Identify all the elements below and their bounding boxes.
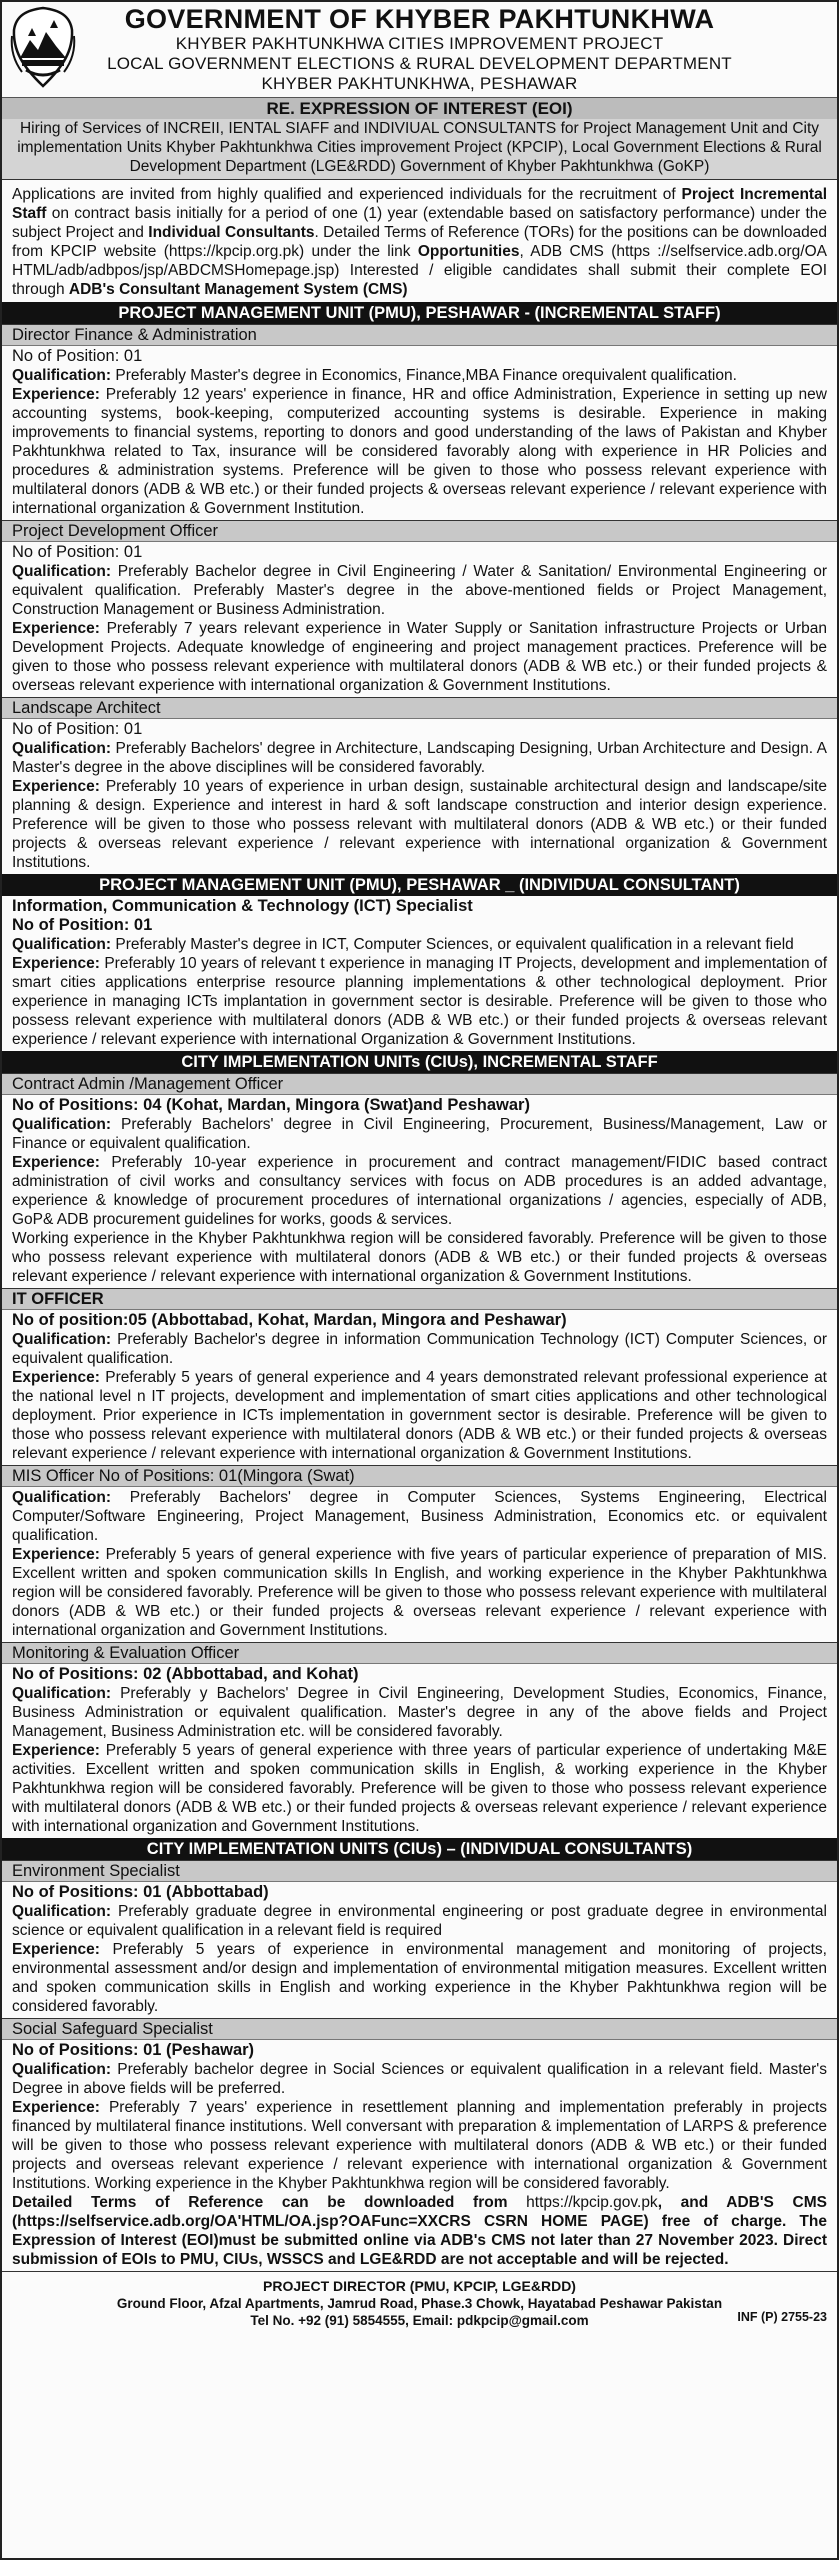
closing-note (12, 2193, 827, 2269)
positions-count: No of Position: 01 (12, 347, 143, 365)
position-contract-admin (2, 1095, 837, 1288)
qualification (12, 739, 827, 777)
position-social-safeguard-specialist (2, 2040, 837, 2271)
qualification-label: Qualification: (12, 2061, 112, 2078)
positions-count: No of Positions: 02 (Abbottabad, and Kohat) (12, 1665, 359, 1683)
position-title-social-safeguard-specialist: Social Safeguard Specialist (2, 2018, 837, 2040)
experience (12, 385, 827, 518)
qualification-text: Preferably bachelor degree in Social Sciences or equivalent qualification in a relevant field. Master's Degree in above fields will be preferred. (12, 2061, 827, 2097)
experience-text: Preferably 5 years of experience in environmental management and monitoring of projects, environmental assessment and/or design and implementation of environmental mitigation measures. Excellent written and spoken communication skills in English and working experience in the Khyber Pakhtunkhwa region will be considered favorably. (12, 1941, 827, 2015)
experience-text: Preferably 5 years of general experience with five years of particular experience of preparation of MIS. Excellent written and spoken communication skills In English, and working experience in the Khyber Pakhtunkhwa region will be considered favorably. Preference will be given to those who possess relevant experience with multilateral donors (ADB & WB etc.) or their funded projects & overseas relevant experience / relevant experience with international organization and Government Institutions. (12, 1546, 827, 1639)
header-title: GOVERNMENT OF KHYBER PAKHTUNKHWA (124, 4, 715, 34)
intro-text-1: Applications are invited from highly qualified and experienced individuals for the recruitment of (12, 186, 676, 203)
qualification-text: Preferably Bachelors' degree in Civil Engineering, Procurement, Business/Management, Law or Finance or equivalent qualification. (12, 1116, 827, 1152)
section-heading-pmu-individual: PROJECT MANAGEMENT UNIT (PMU), PESHAWAR _ (INDIVIDUAL CONSULTANT) (2, 874, 837, 896)
additional-note: Working experience in the Khyber Pakhtunkhwa region will be considered favorably. Preference will be given to those who possess relevant experience with multilateral donors (ADB & WB etc.) or their funded projects & overseas relevant experience / relevant experience with international organization & Government Institutions. (12, 1230, 827, 1285)
positions-count: No of Positions: 04 (Kohat, Mardan, Mingora (Swat)and Peshawar) (12, 1096, 530, 1114)
qualification-text: Preferably y Bachelors' Degree in Civil Engineering, Development Studies, Economics, Finance, Business Administration or equivalent qualification. Master's degree in any of the above fields and Project Management, Business Administration etc. will be considered favorably. (12, 1685, 827, 1740)
government-emblem-icon (8, 6, 78, 90)
intro-bold-4: ADB's Consultant Management System (CMS) (68, 281, 408, 298)
qualification-label: Qualification: (12, 1903, 112, 1920)
qualification-label: Qualification: (12, 367, 112, 384)
qualification-label: Qualification: (12, 1331, 112, 1348)
qualification (12, 1488, 827, 1545)
experience-text: Preferably 12 years' experience in finance, HR and office Administration, Experience in setting up new accounting systems, book-keeping, computerized accounting systems is desirable. Experience in making improvements to financial systems, reporting to donors and good understanding of the laws of Pakistan and Khyber Pakhtunkhwa related to Tax, insurance will be considered favorably along with experience in HR Policies and procedures & administration systems. Preference will be given to those who possess relevant experience with multilateral donors (ADB & WB etc.) or their funded projects & overseas relevant experience / relevant experience with international organization & Government Institution. (12, 386, 827, 517)
positions-count: No of Positions: 01 (Peshawar) (12, 2041, 255, 2059)
position-ict-specialist (2, 896, 837, 1051)
position-title-director-finance: Director Finance & Administration (2, 324, 837, 346)
qualification-text: Preferably Bachelor degree in Civil Engineering / Water & Sanitation/ Environmental Engineering or equivalent qualification. Preferably Master's degree in the above-mentioned fields or Project Management, Construction Management or Business Administration. (12, 563, 827, 618)
header-line-1: KHYBER PAKHTUNKHWA CITIES IMPROVEMENT PROJECT (175, 34, 664, 53)
position-title-environment-specialist: Environment Specialist (2, 1860, 837, 1882)
experience (12, 1940, 827, 2016)
intro-bold-1: Project Incremental Staff (12, 186, 828, 222)
experience-text: Preferably 7 years' experience in resettlement planning and implementation preferably in projects financed by multilateral finance institutions. Well conversant with preparation & implementation of LARPS & preference will be given to those who possess relevant experience with multilateral donors (ADB & WB etc.) or their funded projects and overseas relevant experience / relevant experience with international organization & Government Institutions. Working experience in the Khyber Pakhtunkhwa region will be considered favorably. (12, 2099, 827, 2192)
eoi-title: RE. EXPRESSION OF INTEREST (EOI) (2, 97, 837, 119)
intro-paragraph (2, 179, 837, 302)
experience-label: Experience: (12, 1546, 100, 1563)
qualification (12, 935, 827, 954)
qualification-label: Qualification: (12, 936, 112, 953)
experience-label: Experience: (12, 1941, 100, 1958)
kpcip-link[interactable]: https://kpcip.gov.pk (526, 2194, 658, 2211)
qualification-label: Qualification: (12, 1116, 112, 1133)
experience-label: Experience: (12, 955, 100, 972)
qualification-label: Qualification: (12, 740, 112, 757)
header-line-3: KHYBER PAKHTUNKHWA, PESHAWAR (261, 74, 578, 93)
qualification-text: Preferably Master's degree in Economics, Finance,MBA Finance orequivalent qualification. (111, 367, 737, 384)
footer-inf-code: INF (P) 2755-23 (737, 2310, 827, 2324)
positions-count: No of Position: 01 (12, 543, 143, 561)
qualification-text: Preferably Bachelors' degree in Computer Sciences, Systems Engineering, Electrical Computer/Software Engineering, Project Management, Business Administration, Economics etc. or equivalent qualification. (12, 1489, 827, 1544)
position-title-me-officer: Monitoring & Evaluation Officer (2, 1642, 837, 1664)
header (2, 2, 837, 97)
position-mis-officer (2, 1487, 837, 1642)
experience-text: Preferably 7 years relevant experience in Water Supply or Sanitation infrastructure Projects or Urban Development Projects. Adequate knowledge of engineering and project management practices. Preference will be given to those who possess relevant experience with multilateral donors (ADB & WB etc.) or their funded projects & overseas relevant experience with international organization & Government Institutions. (12, 620, 827, 694)
qualification (12, 1684, 827, 1741)
position-me-officer (2, 1664, 837, 1838)
header-line-2: LOCAL GOVERNMENT ELECTIONS & RURAL DEVELOPMENT DEPARTMENT (107, 54, 732, 73)
positions-count: No of Positions: 01 (Abbottabad) (12, 1883, 269, 1901)
position-landscape-architect (2, 719, 837, 874)
experience-label: Experience: (12, 2099, 100, 2116)
qualification (12, 1330, 827, 1368)
positions-count: No of Position: 01 (12, 720, 143, 738)
position-title-contract-admin: Contract Admin /Management Officer (2, 1073, 837, 1095)
experience-text: Preferably 10-year experience in procurement and contract management/FIDIC based contract administration of civil works and consultancy services with focus on ADB procedures is an added advantage, experience & knowledge of procurement procedures of international organizations / agencies, especially of ADB, GoP& ADB procurement guidelines for works, goods & services. (12, 1154, 827, 1228)
section-heading-ciu-incremental: CITY IMPLEMENTATION UNITs (CIUs), INCREMENTAL STAFF (2, 1051, 837, 1073)
experience (12, 1741, 827, 1836)
closing-text-2: , and ADB'S CMS (https://selfservice.adb.org/OA'HTML/OA.jsp?OAFunc=XXCRS CSRN HOME PAGE) free of charge. The Expression of Interest (EOI)must be submitted online via ADB's CMS not later than 27 November 2023. Direct submission of EOIs to PMU, CIUs, WSSCS and LGE&RDD are not acceptable and will be rejected. (12, 2194, 827, 2268)
position-title-ict-specialist: Information, Communication & Technology (ICT) Specialist (12, 897, 473, 915)
experience-label: Experience: (12, 1742, 100, 1759)
experience-text: Preferably 10 years of experience in urban design, sustainable architectural design and landscape/site planning & design. Experience and interest in hard & soft landscape construction and interior design experience. Preference will be given to those who possess relevant with multilateral donors (ADB & WB etc.) or their funded projects & overseas relevant experience / relevant experience with international organization & Government Institutions. (12, 778, 827, 871)
intro-text-2: on contract basis initially for a period of one (1) year (extendable based on satisfactory performance) under the subject Project and (12, 205, 827, 241)
experience-label: Experience: (12, 778, 100, 795)
intro-bold-2: Individual Consultants (148, 224, 315, 241)
intro-text-3: . Detailed Terms of Reference (TORs) for the positions can be downloaded from KPCIP website (https://kpcip.org.pk) under the link (12, 224, 828, 260)
experience (12, 1368, 827, 1463)
position-title-mis-officer: MIS Officer No of Positions: 01(Mingora (Swat) (2, 1465, 837, 1487)
experience (12, 954, 827, 1049)
qualification-text: Preferably Master's degree in ICT, Computer Sciences, or equivalent qualification in a relevant field (111, 936, 794, 953)
footer-contact: Tel No. +92 (91) 5854555, Email: pdkpcip@gmail.com (250, 2313, 589, 2328)
qualification (12, 562, 827, 619)
qualification-label: Qualification: (12, 563, 112, 580)
position-title-it-officer: IT OFFICER (2, 1288, 837, 1310)
experience-label: Experience: (12, 1154, 100, 1171)
footer-address: Ground Floor, Afzal Apartments, Jamrud Road, Phase.3 Chowk, Hayatabad Peshawar Pakistan (116, 2296, 723, 2311)
footer (2, 2271, 837, 2329)
experience-label: Experience: (12, 1369, 100, 1386)
experience-label: Experience: (12, 620, 100, 637)
section-heading-pmu-incremental: PROJECT MANAGEMENT UNIT (PMU), PESHAWAR - (INCREMENTAL STAFF) (2, 302, 837, 324)
experience-label: Experience: (12, 386, 100, 403)
position-environment-specialist (2, 1882, 837, 2018)
qualification (12, 1115, 827, 1153)
position-title-project-development-officer: Project Development Officer (2, 520, 837, 542)
closing-text-1: Detailed Terms of Reference can be downloaded from (12, 2194, 527, 2211)
qualification (12, 366, 827, 385)
qualification (12, 1902, 827, 1940)
section-heading-ciu-individual: CITY IMPLEMENTATION UNITS (CIUs) – (INDIVIDUAL CONSULTANTS) (2, 1838, 837, 1860)
experience (12, 1545, 827, 1640)
qualification-text: Preferably graduate degree in environmental engineering or post graduate degree in environmental science or equivalent qualification in a relevant field is required (12, 1903, 827, 1939)
experience-text: Preferably 10 years of relevant t experience in managing IT Projects, development and implementation of smart cities applications enterprise resource planning implementations & other technological deployment. Prior experience in managing ICTs implantation in government sector is desirable. Preference will be given to those who possess relevant experience with multilateral donors (ADB & WB etc.) or their funded projects & overseas relevant experience / relevant experience with international Organization & Government Institutions. (12, 955, 827, 1048)
position-director-finance (2, 346, 837, 520)
experience (12, 1153, 827, 1229)
position-project-development-officer (2, 542, 837, 697)
experience (12, 2098, 827, 2193)
experience-text: Preferably 5 years of general experience with three years of particular experience of undertaking M&E activities. Excellent written and spoken communication skills in English, & working experience in the Khyber Pakhtunkhwa region will be considered favorably. Preference will be given to those who possess relevant experience with multilateral donors (ADB & WB etc.) or their funded projects & overseas relevant experience / relevant experience with international organization and Government Institutions. (12, 1742, 827, 1835)
intro-text-4: , ADB CMS (https ://selfservice.adb.org/OA HTML/adb/adbpos/jsp/ABDCMSHomepage.jsp) Interested / eligible candidates shall submit their complete EOI through (12, 243, 827, 298)
positions-count: No of position:05 (Abbottabad, Kohat, Mardan, Mingora and Peshawar) (12, 1311, 567, 1329)
position-title-landscape-architect: Landscape Architect (2, 697, 837, 719)
eoi-description: Hiring of Services of INCREII, IENTAL SIAFF and INDIVIUAL CONSULTANTS for Project Management Unit and City implementation Units Khyber Pakhtunkhwa Cities improvement Project (KPCIP), Local Government Elections & Rural Development Department (LGE&RDD) Government of Khyber Pakhtunkhwa (GoKP) (2, 119, 837, 179)
qualification (12, 2060, 827, 2098)
qualification-label: Qualification: (12, 1685, 112, 1702)
experience (12, 777, 827, 872)
qualification-label: Qualification: (12, 1489, 112, 1506)
position-it-officer (2, 1310, 837, 1465)
experience-text: Preferably 5 years of general experience and 4 years demonstrated relevant professional experience at the national level n IT projects, development and implementation of smart cities applications and other technological deployment. Prior experience in ICTs implementation in government sector is desirable. Preference will be given to those who possess relevant experience with multilateral donors (ADB & WB etc.) or their funded projects & overseas relevant experience / relevant experience with international organization & Government Institutions. (12, 1369, 827, 1462)
positions-count: No of Position: 01 (12, 916, 153, 934)
experience (12, 619, 827, 695)
qualification-text: Preferably Bachelor's degree in information Communication Technology (ICT) Computer Sciences, or equivalent qualification. (12, 1331, 827, 1367)
footer-project-director: PROJECT DIRECTOR (PMU, KPCIP, LGE&RDD) (263, 2278, 576, 2294)
intro-bold-3: Opportunities (417, 243, 520, 260)
qualification-text: Preferably Bachelors' degree in Architecture, Landscaping Designing, Urban Architecture and Design. A Master's degree in the above disciplines will be considered favorably. (12, 740, 827, 776)
